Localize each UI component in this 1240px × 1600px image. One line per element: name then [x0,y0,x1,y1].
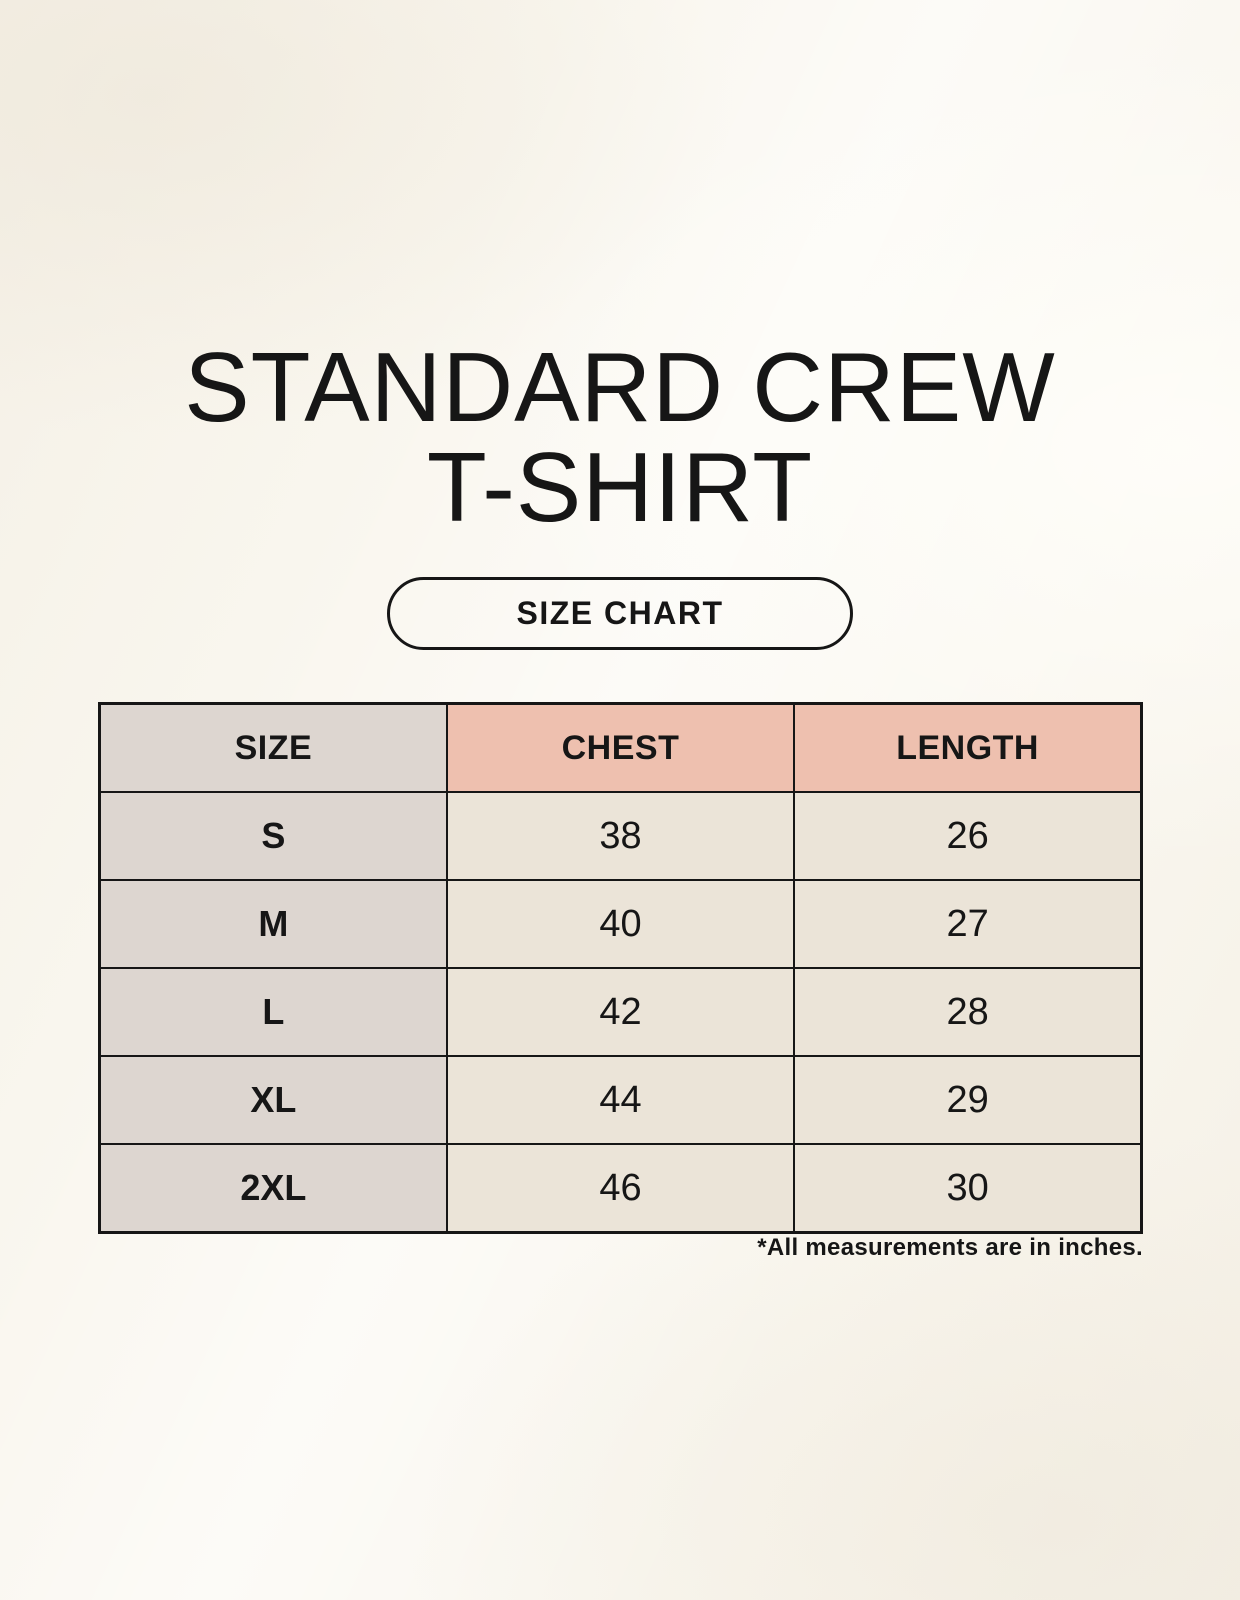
table-row-l [100,968,1142,1056]
chest-value: 40 [447,880,794,968]
column-header-chest: CHEST [447,704,794,793]
table-row-xl [100,1056,1142,1144]
table-row-s [100,792,1142,880]
header-row [100,704,1142,793]
table-row-m [100,880,1142,968]
chest-value: 42 [447,968,794,1056]
measurements-footnote: *All measurements are in inches. [757,1234,1143,1261]
length-value: 30 [794,1144,1141,1233]
chest-value: 38 [447,792,794,880]
length-value: 26 [794,792,1141,880]
size-label: XL [100,1056,447,1144]
length-value: 28 [794,968,1141,1056]
size-table-body [100,792,1142,1233]
size-table [98,702,1143,1234]
size-chart-badge-label: SIZE CHART [516,595,724,631]
size-label: 2XL [100,1144,447,1233]
size-chart-badge [387,577,853,650]
chest-value: 44 [447,1056,794,1144]
chest-value: 46 [447,1144,794,1233]
column-header-length: LENGTH [794,704,1141,793]
length-value: 27 [794,880,1141,968]
length-value: 29 [794,1056,1141,1144]
page-title [0,332,1240,542]
page-title-line1: STANDARD CREW [184,332,1056,442]
size-label: M [100,880,447,968]
page-title-line2: T-SHIRT [426,431,814,542]
table-row-2xl [100,1144,1142,1233]
size-label: L [100,968,447,1056]
size-table-header [100,704,1142,793]
size-label: S [100,792,447,880]
column-header-size: SIZE [100,704,447,793]
